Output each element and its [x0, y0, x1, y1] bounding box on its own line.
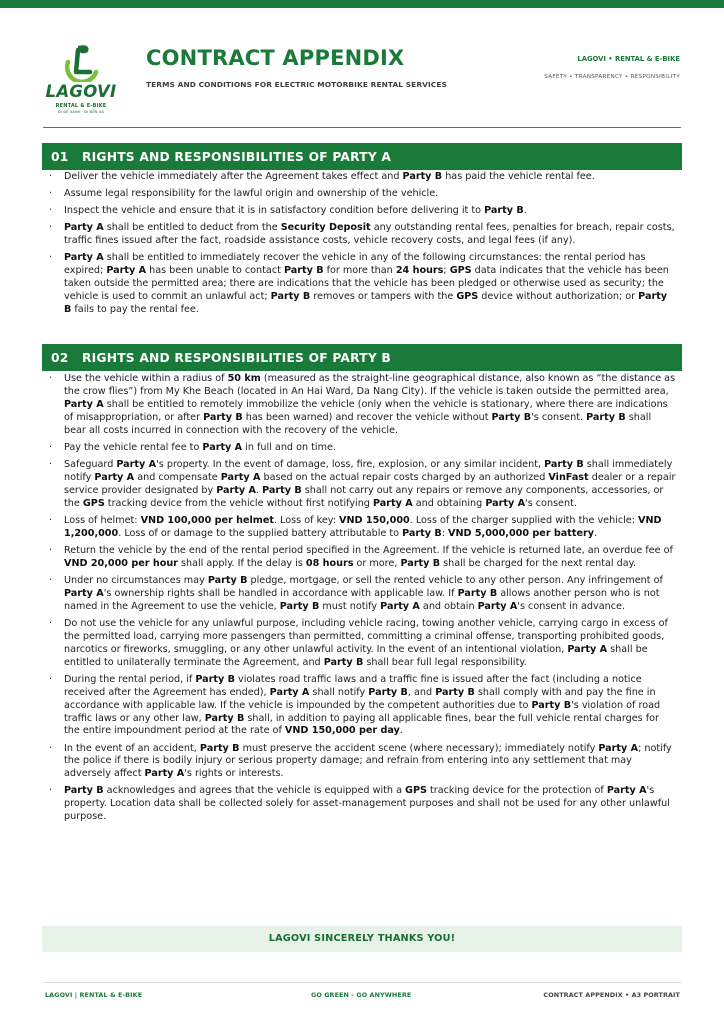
emphasis-text: 50 km — [227, 373, 261, 384]
document-title: CONTRACT APPENDIX — [146, 46, 405, 70]
clause-text: dealer or a repair service provider designated by — [64, 471, 676, 496]
emphasis-text: Party B — [400, 557, 441, 569]
clause-text: : — [441, 527, 449, 539]
clause-text: device without authorization; or — [478, 291, 639, 302]
section-heading-party-a — [42, 143, 682, 170]
emphasis-text: Party A — [94, 471, 135, 483]
clause-text: . — [399, 725, 403, 737]
header-divider — [43, 127, 681, 128]
clause-text: shall be charged for the next rental day. — [440, 557, 637, 569]
footer-brand: LAGOVI | RENTAL & E-BIKE — [45, 991, 143, 999]
clause-text: shall bear all costs incurred in connection with the recovery of the vehicle. — [64, 411, 652, 436]
clause-text: . Loss of key: — [273, 514, 340, 526]
emphasis-text: Party B — [544, 458, 584, 470]
clause-text: Inspect the vehicle and ensure that it is in satisfactory condition before delivering it to — [64, 205, 485, 217]
clause-text: shall, in addition to paying all applicable fines, bear the full vehicle rental charges for the entire impoundment period at the rate of — [64, 712, 659, 737]
clause-item — [48, 171, 676, 184]
emphasis-text: Party B — [270, 291, 311, 302]
clause-text: shall be entitled to unilaterally terminate the Agreement, and — [64, 643, 648, 668]
emphasis-text: Party B — [457, 587, 498, 599]
clause-text: has paid the vehicle rental fee. — [442, 171, 595, 182]
clause-text: Do not use the vehicle for any unlawful purpose, including vehicle racing, towing another vehicle, carrying cargo in excess of the permitted load, carrying more passengers than permitted, committing a criminal offense, transporting prohibited goods, narcotics or fireworks, smuggling, or any other unlawful activity. In the event of an intentional violation, — [64, 617, 668, 655]
clause-item — [48, 545, 676, 571]
clause-text: shall bear full legal responsibility. — [363, 656, 527, 668]
clause-text: shall not carry out any repairs or remove any components, accessories, or the — [64, 484, 664, 509]
clause-item — [48, 252, 676, 317]
section-heading-party-b — [42, 344, 682, 371]
emphasis-text: Party B — [262, 484, 302, 496]
emphasis-text: Party A — [144, 768, 185, 780]
clause-text: Use the vehicle within a radius of — [64, 373, 228, 384]
clause-text: fails to pay the rental fee. — [71, 303, 199, 315]
logo-wordmark: LAGOVI — [45, 82, 117, 101]
emphasis-text: Party A — [372, 497, 413, 509]
clause-text: has been unable to contact — [146, 265, 284, 277]
clause-text: or more, — [353, 557, 401, 569]
section-number: 01 — [51, 150, 69, 164]
clause-text: allows another person who is not named in the Agreement to use the vehicle, — [64, 587, 660, 612]
emphasis-text: Party B — [402, 171, 443, 182]
clause-text: tracking device for the protection of — [426, 785, 607, 797]
clause-text: Deliver the vehicle immediately after the Agreement takes effect and — [64, 171, 403, 182]
clause-text: and compensate — [134, 471, 221, 483]
clause-text: . Loss of or damage to the supplied battery attributable to — [118, 527, 403, 539]
clause-text: and obtaining — [412, 497, 486, 509]
section-title: RIGHTS AND RESPONSIBILITIES OF PARTY B — [81, 351, 391, 365]
emphasis-text: VND 5,000,000 per battery — [448, 527, 595, 539]
clause-item — [48, 785, 676, 824]
clause-text: for more than — [323, 265, 396, 277]
emphasis-text: Party B — [531, 699, 572, 711]
clause-text: ; — [443, 265, 450, 277]
clause-item — [48, 442, 676, 455]
emphasis-text: Party A — [598, 742, 639, 754]
header-tagline: SAFETY • TRANSPARENCY • RESPONSIBILITY — [544, 74, 680, 80]
logo-motto: ĐI ĐỂ XANH · ĐI ĐẾN XA — [58, 110, 104, 114]
emphasis-text: Party A — [380, 600, 420, 612]
clause-text: shall notify — [309, 686, 369, 698]
emphasis-text: Party A — [106, 265, 147, 277]
clause-text: has been warned) and recover the vehicle without — [242, 411, 492, 423]
clause-text: and obtain — [419, 600, 478, 612]
footer-divider — [43, 982, 681, 983]
emphasis-text: VND 20,000 per hour — [64, 557, 178, 569]
emphasis-text: Party B — [435, 686, 475, 698]
header-brand: LAGOVI • RENTAL & E-BIKE — [577, 55, 680, 63]
clause-item — [48, 222, 676, 248]
emphasis-text: Party A — [202, 441, 243, 453]
emphasis-text: VND 1,200,000 — [64, 514, 662, 539]
clause-text: must preserve the accident scene (where necessary); immediately notify — [239, 742, 599, 754]
clause-text: 's property. In the event of damage, loss, fire, explosion, or any similar incident, — [156, 458, 545, 470]
clause-item — [48, 373, 676, 438]
clause-text: 's rights or interests. — [184, 768, 284, 780]
clause-text: . — [255, 484, 263, 496]
clause-item — [48, 743, 676, 782]
emphasis-text: Party B — [64, 291, 668, 315]
emphasis-text: Party B — [279, 600, 320, 612]
clause-text: any outstanding rental fees, penalties for breach, repair costs, traffic fines issued after the fact, roadside assistance costs, vehicle recovery costs, and legal fees (if any). — [64, 222, 675, 247]
clause-text: shall be entitled to deduct from the — [103, 222, 281, 234]
clause-item — [48, 188, 676, 201]
emphasis-text: Party A — [477, 600, 518, 612]
company-logo — [38, 40, 124, 120]
clause-text: Safeguard — [64, 458, 117, 470]
clause-text: Pay the vehicle rental fee to — [64, 441, 203, 453]
emphasis-text: Party A — [485, 497, 526, 509]
clause-text: shall apply. If the delay is — [177, 557, 306, 569]
emphasis-text: VND 150,000 per day — [284, 725, 400, 737]
emphasis-text: Party A — [220, 471, 261, 483]
clause-text: Return the vehicle by the end of the rental period specified in the Agreement. If the vehicle is returned late, an overdue fee of — [64, 544, 673, 556]
emphasis-text: GPS — [456, 291, 479, 302]
emphasis-text: Party B — [195, 673, 235, 685]
emphasis-text: 08 hours — [305, 557, 354, 569]
clause-text: During the rental period, if — [64, 673, 196, 685]
party-b-clause-list — [48, 373, 676, 828]
clause-text: tracking device from the vehicle without first notifying — [104, 497, 373, 509]
clause-text: Under no circumstances may — [64, 574, 208, 586]
clause-item — [48, 575, 676, 614]
clause-text: removes or tampers with the — [310, 291, 457, 302]
clause-text: . Loss of the charger supplied with the vehicle: — [409, 514, 639, 526]
emphasis-text: GPS — [449, 265, 472, 277]
emphasis-text: Party A — [269, 686, 310, 698]
emphasis-text: Party A — [64, 222, 104, 234]
logo-subtitle: RENTAL & E-BIKE — [55, 103, 107, 109]
emphasis-text: Party B — [491, 411, 532, 423]
clause-text: Assume legal responsibility for the lawful origin and ownership of the vehicle. — [64, 188, 439, 200]
top-accent-bar — [0, 0, 724, 8]
clause-text: Loss of helmet: — [64, 514, 141, 526]
emphasis-text: VND 150,000 — [339, 514, 410, 526]
emphasis-text: Party B — [207, 574, 248, 586]
clause-text: (measured as the straight-line geographical distance, also known as “the distance as the crow flies”) from My Khe Beach (located in An Hai Ward, Da Nang City). If the vehicle is taken outside the permitted area, — [64, 373, 676, 397]
clause-text: pledge, mortgage, or sell the rented vehicle to any other person. Any infringement of — [247, 574, 663, 586]
clause-text: must notify — [319, 600, 381, 612]
clause-text: In the event of an accident, — [64, 742, 200, 754]
emphasis-text: VinFast — [548, 471, 589, 483]
emphasis-text: Party B — [484, 205, 524, 217]
clause-item — [48, 205, 676, 218]
footer-document-label: CONTRACT APPENDIX • A3 PORTRAIT — [543, 991, 680, 999]
emphasis-text: Party B — [586, 411, 626, 423]
emphasis-text: Party B — [402, 527, 442, 539]
clause-text: ; notify the police if there is bodily injury or serious property damage; and refrain from entering into any settlement that may adversely affect — [64, 742, 672, 780]
clause-text: shall comply with and pay the fine in accordance with applicable law. If the vehicle is impounded by the competent authorities due to — [64, 686, 656, 711]
emphasis-text: 24 hours — [395, 265, 444, 277]
emphasis-text: Security Deposit — [280, 222, 371, 234]
clause-text: 's consent in advance. — [517, 600, 626, 612]
clause-text: shall be entitled to remotely immobilize the vehicle (only when the vehicle is stationary, where there are indications of misappropriation, or after — [64, 398, 668, 423]
clause-text: 's ownership rights shall be handled in accordance with applicable law. If — [103, 587, 458, 599]
emphasis-text: Party B — [204, 712, 245, 724]
clause-text: data indicates that the vehicle has been taken outside the permitted area; there are indications that the vehicle has been pledged or otherwise used as security; the vehicle is used to commit an unlawful act; — [64, 265, 669, 302]
emphasis-text: Party A — [606, 785, 647, 797]
clause-text: shall be entitled to immediately recover the vehicle in any of the following circumstances: the rental period has expired; — [64, 252, 646, 277]
clause-text: in full and on time. — [242, 441, 336, 453]
clause-item — [48, 618, 676, 670]
party-a-clause-list — [48, 171, 676, 321]
emphasis-text: Party A — [116, 458, 157, 470]
clause-item — [48, 459, 676, 511]
emphasis-text: Party B — [203, 411, 243, 423]
clause-item — [48, 674, 676, 739]
clause-text: 's violation of road traffic laws or any other law, — [64, 699, 661, 724]
document-subtitle: TERMS AND CONDITIONS FOR ELECTRIC MOTORBIKE RENTAL SERVICES — [146, 80, 447, 89]
emphasis-text: Party A — [216, 484, 256, 496]
section-number: 02 — [51, 351, 69, 365]
emphasis-text: Party B — [199, 742, 240, 754]
clause-text: . — [594, 527, 598, 539]
emphasis-text: Party A — [64, 587, 104, 599]
emphasis-text: Party B — [323, 656, 364, 668]
emphasis-text: Party A — [64, 398, 104, 410]
emphasis-text: Party A — [64, 252, 104, 264]
thanks-banner: LAGOVI SINCERELY THANKS YOU! — [42, 926, 682, 952]
emphasis-text: VND 100,000 per helmet — [140, 514, 274, 526]
clause-text: . — [523, 205, 527, 217]
section-title: RIGHTS AND RESPONSIBILITIES OF PARTY A — [81, 150, 392, 164]
footer-slogan: GO GREEN - GO ANYWHERE — [311, 991, 412, 999]
clause-text: violates road traffic laws and a traffic fine is issued after the fact (including a notice received after the Agreement has ended), — [64, 673, 642, 698]
clause-text: , and — [407, 686, 436, 698]
clause-text: 's consent. — [531, 411, 587, 423]
clause-text: based on the actual repair costs charged by an authorized — [260, 471, 549, 483]
emphasis-text: Party A — [567, 643, 608, 655]
clause-text: 's consent. — [525, 497, 577, 509]
emphasis-text: Party B — [64, 785, 104, 797]
clause-text: shall immediately notify — [64, 458, 673, 483]
clause-text: acknowledges and agrees that the vehicle is equipped with a — [103, 785, 406, 797]
leaf-l-logo-icon — [60, 42, 102, 82]
emphasis-text: GPS — [405, 785, 427, 797]
emphasis-text: Party B — [368, 686, 408, 698]
clause-text: 's property. Location data shall be collected solely for asset-management purposes and shall not be used for any other unlawful purpose. — [64, 785, 670, 823]
clause-item — [48, 515, 676, 541]
emphasis-text: Party B — [283, 265, 324, 277]
emphasis-text: GPS — [82, 497, 105, 509]
